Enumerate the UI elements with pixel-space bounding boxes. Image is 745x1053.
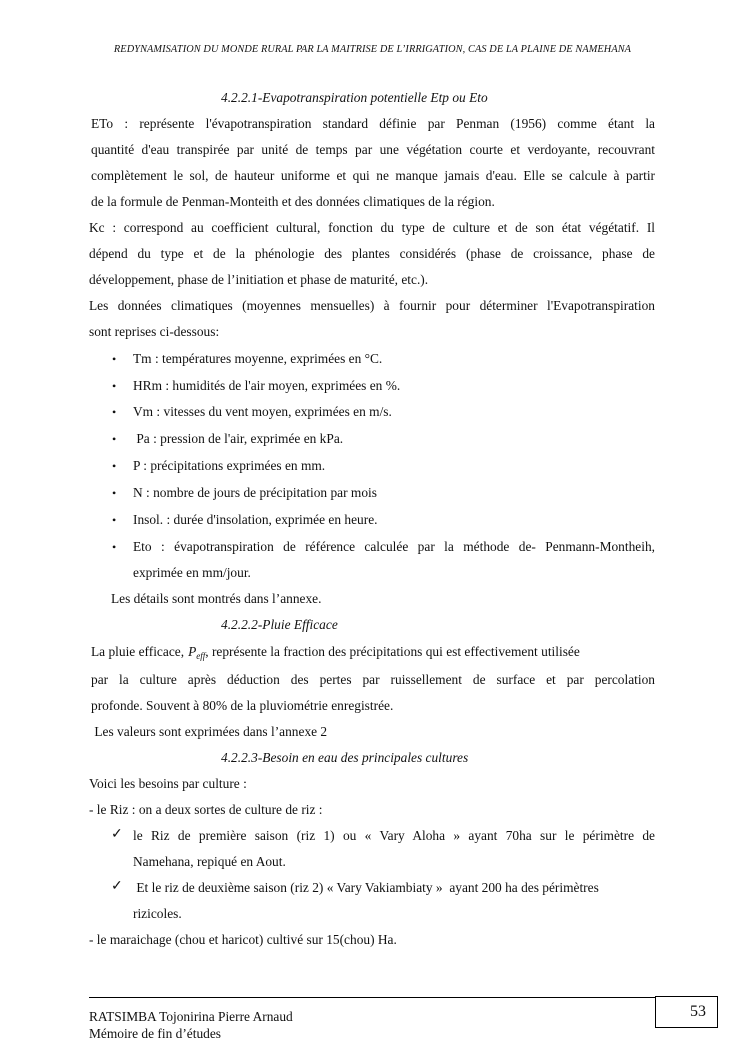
riz-item-continuation: rizicoles. bbox=[133, 906, 182, 921]
check-icon: ✓ bbox=[111, 879, 123, 894]
check-icon: ✓ bbox=[111, 827, 123, 842]
eto-line: ETo : représente l'évapotranspiration standard définie par Penman (1956) comme étant la bbox=[91, 116, 655, 131]
eto-line: quantité d'eau transpirée par unité de temps par une végétation courte et verdoyante, recouvrant bbox=[91, 142, 655, 157]
list-item-continuation: exprimée en mm/jour. bbox=[133, 565, 251, 580]
page-number: 53 bbox=[655, 996, 718, 1028]
list-item: Vm : vitesses du vent moyen, exprimées en m/s. bbox=[133, 404, 392, 419]
kc-line: Kc : correspond au coefficient cultural, fonction du type de culture et de son état végétatif. Il bbox=[89, 220, 655, 235]
eto-line: complètement le sol, de hauteur uniforme et qui ne manque jamais d'eau. Elle se calcule à partir bbox=[91, 168, 655, 183]
heading-4-2-2-1: 4.2.2.1-Evapotranspiration potentielle Etp ou Eto bbox=[221, 90, 488, 105]
kc-line: dépend du type et de la phénologie des plantes considérés (phase de croissance, phase de bbox=[89, 246, 655, 261]
bullet-icon: • bbox=[112, 352, 117, 366]
climate-intro-line: sont reprises ci-dessous: bbox=[89, 324, 220, 339]
bullet-icon: • bbox=[112, 459, 117, 473]
pluie-efficace-line: par la culture après déduction des pertes par ruissellement de surface et par percolation bbox=[91, 672, 655, 687]
pluie-efficace-line bbox=[91, 644, 655, 661]
peff-subscript: eff bbox=[196, 651, 206, 661]
pluie-efficace-prefix: La pluie efficace, bbox=[91, 644, 185, 659]
bullet-icon: • bbox=[112, 379, 117, 393]
bullet-icon: • bbox=[112, 540, 117, 554]
riz-intro: - le Riz : on a deux sortes de culture de riz : bbox=[89, 802, 323, 817]
riz-item-continuation: Namehana, repiqué en Aout. bbox=[133, 854, 286, 869]
bullet-icon: • bbox=[112, 405, 117, 419]
footer-author: RATSIMBA Tojonirina Pierre Arnaud bbox=[89, 1009, 293, 1024]
list-item: Pa : pression de l'air, exprimée en kPa. bbox=[133, 431, 344, 446]
riz-item: le Riz de première saison (riz 1) ou « Vary Aloha » ayant 70ha sur le périmètre de bbox=[133, 828, 655, 843]
peff-base: P bbox=[188, 644, 197, 659]
bullet-icon: • bbox=[112, 486, 117, 500]
maraichage-line: - le maraichage (chou et haricot) cultivé sur 15(chou) Ha. bbox=[89, 932, 397, 947]
list-item: N : nombre de jours de précipitation par mois bbox=[133, 485, 377, 500]
details-note: Les détails sont montrés dans l’annexe. bbox=[111, 591, 322, 606]
pluie-efficace-line: profonde. Souvent à 80% de la pluviométrie enregistrée. bbox=[91, 698, 394, 713]
footer-subtitle: Mémoire de fin d’études bbox=[89, 1026, 222, 1041]
annex-note: Les valeurs sont exprimées dans l’annexe 2 bbox=[91, 724, 328, 739]
heading-4-2-2-3: 4.2.2.3-Besoin en eau des principales cultures bbox=[221, 750, 469, 765]
running-header: REDYNAMISATION DU MONDE RURAL PAR LA MAITRISE DE L’IRRIGATION, CAS DE LA PLAINE DE NAMEHANA bbox=[113, 44, 632, 55]
list-item: HRm : humidités de l'air moyen, exprimées en %. bbox=[133, 378, 401, 393]
climate-intro-line: Les données climatiques (moyennes mensuelles) à fournir pour déterminer l'Evapotranspiration bbox=[89, 298, 655, 313]
kc-line: développement, phase de l’initiation et phase de maturité, etc.). bbox=[89, 272, 429, 287]
list-item: Eto : évapotranspiration de référence calculée par la méthode de- Penmann-Montheih, bbox=[133, 539, 655, 554]
heading-4-2-2-2: 4.2.2.2-Pluie Efficace bbox=[221, 617, 338, 632]
footer-rule bbox=[89, 997, 655, 998]
besoins-intro: Voici les besoins par culture : bbox=[89, 776, 247, 791]
peff-symbol bbox=[188, 644, 655, 661]
riz-item: Et le riz de deuxième saison (riz 2) « Vary Vakiambiaty » ayant 200 ha des périmètres bbox=[133, 880, 599, 895]
list-item: Tm : températures moyenne, exprimées en °C. bbox=[133, 351, 383, 366]
list-item: P : précipitations exprimées en mm. bbox=[133, 458, 326, 473]
pluie-efficace-suffix: , représente la fraction des précipitations qui est effectivement utilisée bbox=[205, 644, 580, 659]
eto-line: de la formule de Penman-Monteith et des données climatiques de la région. bbox=[91, 194, 495, 209]
bullet-icon: • bbox=[112, 432, 117, 446]
list-item: Insol. : durée d'insolation, exprimée en heure. bbox=[133, 512, 378, 527]
bullet-icon: • bbox=[112, 513, 117, 527]
